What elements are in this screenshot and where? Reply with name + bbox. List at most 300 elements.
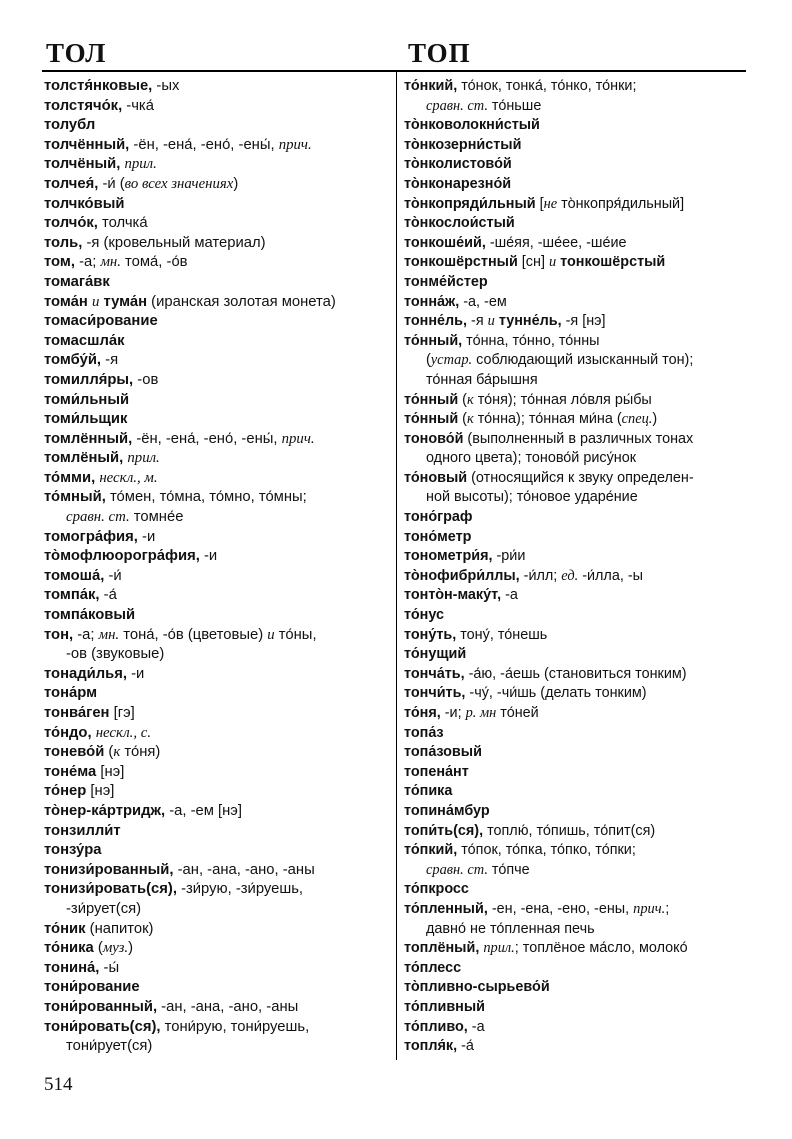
headword: томасшла́к bbox=[44, 332, 125, 349]
grammar-note: устар. bbox=[430, 352, 473, 369]
entry-text: то́нок, тонка́, то́нко, то́нки; bbox=[457, 78, 637, 94]
grammar-note: к bbox=[113, 744, 121, 761]
dictionary-entry-line bbox=[44, 410, 388, 430]
dictionary-entry-line bbox=[404, 900, 752, 920]
dictionary-entry-line bbox=[44, 214, 388, 234]
entry-text: -ри́и bbox=[492, 548, 526, 565]
entry-text: (выполненный в различных тонах bbox=[463, 430, 694, 447]
entry-text: -ан, -ана, -ано, -аны bbox=[173, 861, 315, 878]
headword: тонча́ть, bbox=[404, 665, 465, 682]
entry-text: -ён, -ена́, -ено́, -ены́, bbox=[132, 430, 282, 447]
dictionary-entry-line bbox=[44, 802, 388, 822]
headword: томилля́ры, bbox=[44, 371, 134, 388]
headword: топина́мбур bbox=[404, 802, 490, 819]
entry-text: [нэ] bbox=[86, 783, 115, 800]
headword: толь, bbox=[44, 234, 83, 251]
dictionary-entry-line bbox=[44, 391, 388, 411]
entry-text: [нэ] bbox=[96, 763, 125, 780]
dictionary-entry-line bbox=[44, 861, 388, 881]
dictionary-entry-line bbox=[404, 273, 752, 293]
entry-text: [сн] bbox=[517, 254, 549, 271]
entry-text: одного цвета); тоново́й рису́нок bbox=[426, 450, 637, 467]
dictionary-entry-line bbox=[404, 822, 752, 842]
dictionary-entry-line bbox=[404, 312, 752, 332]
dictionary-entry-line bbox=[44, 704, 388, 724]
entry-text: (напиток) bbox=[85, 920, 154, 937]
headword: то̀нкозерни́стый bbox=[404, 136, 522, 153]
dictionary-entry-line bbox=[44, 822, 388, 842]
dictionary-entry-line bbox=[44, 195, 388, 215]
entry-text: ( bbox=[458, 391, 467, 408]
dictionary-entry-line bbox=[44, 253, 388, 273]
entry-text: -чка́ bbox=[122, 97, 154, 114]
headword: то̀нковолокни́стый bbox=[404, 117, 540, 134]
dictionary-entry-line bbox=[404, 214, 752, 234]
headword: то̀нофибри́ллы, bbox=[404, 567, 520, 584]
headword: тон, bbox=[44, 626, 74, 643]
headword: тонна́ж, bbox=[404, 293, 460, 310]
dictionary-entry-line bbox=[44, 155, 388, 175]
headword: томлённый, bbox=[44, 430, 133, 447]
grammar-note: и bbox=[548, 254, 557, 271]
entry-text: то́ня); то́нная ло́вля ры́бы bbox=[473, 391, 652, 408]
dictionary-entry-line bbox=[404, 371, 752, 391]
headword: топена́нт bbox=[404, 763, 469, 780]
headword: тунне́ль, bbox=[498, 313, 562, 330]
dictionary-entry-line bbox=[404, 939, 752, 959]
entry-text: ; bbox=[665, 900, 670, 917]
headword: то́нный bbox=[404, 411, 459, 428]
dictionary-entry-line bbox=[44, 312, 388, 332]
headword: томага́вк bbox=[44, 273, 110, 290]
grammar-note: прил. bbox=[127, 450, 160, 467]
left-guide-word: ТОЛ bbox=[46, 38, 107, 68]
entry-text: -а́ bbox=[99, 587, 117, 604]
dictionary-entry-line bbox=[44, 508, 388, 528]
dictionary-entry-line bbox=[44, 586, 388, 606]
headword: толчёный, bbox=[44, 156, 121, 173]
grammar-note: сравн. ст. bbox=[426, 97, 488, 114]
dictionary-entry-line bbox=[404, 293, 752, 313]
dictionary-entry-line bbox=[44, 449, 388, 469]
dictionary-entry-line bbox=[44, 567, 388, 587]
entry-text: -зи́рует(ся) bbox=[66, 900, 142, 917]
grammar-note: к bbox=[466, 411, 474, 428]
left-column bbox=[44, 77, 388, 1057]
headword: томлёный, bbox=[44, 450, 124, 467]
headword: то̀пливно-сырьево́й bbox=[404, 979, 550, 996]
dictionary-entry-line bbox=[44, 1018, 388, 1038]
dictionary-entry-line bbox=[44, 900, 388, 920]
headword: толстячо́к, bbox=[44, 97, 123, 114]
entry-text: -я (кровельный материал) bbox=[82, 234, 266, 251]
grammar-note: прич. bbox=[281, 430, 315, 447]
headword: то́пкросс bbox=[404, 881, 469, 898]
dictionary-entry-line bbox=[404, 861, 752, 881]
grammar-note: и bbox=[487, 313, 495, 330]
entry-text: -ён, -ена́, -ено́, -ены́, bbox=[129, 136, 279, 153]
entry-text: -ен, -ена, -ено, -ены, bbox=[487, 900, 634, 917]
dictionary-entry-line bbox=[44, 273, 388, 293]
header-rule bbox=[42, 70, 746, 72]
entry-text: тома́, -о́в bbox=[120, 254, 188, 271]
headword: топа́з bbox=[404, 724, 444, 741]
entry-text: то́нна, то́нно, то́нны bbox=[462, 332, 600, 349]
headword: топа́зовый bbox=[404, 744, 482, 761]
dictionary-entry-line bbox=[44, 332, 388, 352]
entry-text: то́нная ба́рышня bbox=[426, 371, 538, 388]
headword: то́пливо, bbox=[404, 1018, 468, 1035]
dictionary-entry-line bbox=[404, 841, 752, 861]
entry-text: ( bbox=[93, 940, 103, 957]
grammar-note: ед. bbox=[561, 567, 579, 584]
dictionary-entry-line bbox=[44, 743, 388, 763]
entry-text: толчка́ bbox=[97, 215, 148, 232]
grammar-note: муз. bbox=[102, 940, 129, 957]
headword: тонади́лья, bbox=[44, 665, 127, 682]
entry-text: ( bbox=[104, 744, 114, 761]
entry-text: (относящийся к звуку определен- bbox=[467, 469, 694, 486]
entry-text: -и bbox=[127, 665, 145, 682]
grammar-note: прил. bbox=[124, 156, 157, 173]
headword: тума́н bbox=[103, 293, 148, 310]
entry-text: то́нна); то́нная ми́на ( bbox=[473, 411, 622, 428]
headword: то́ня, bbox=[404, 705, 441, 721]
headword: толчко́вый bbox=[44, 195, 125, 212]
headword: то́новый bbox=[404, 469, 468, 486]
headword: то̀нкопряди́льный bbox=[404, 195, 536, 212]
headword: тонево́й bbox=[44, 744, 105, 761]
entry-text: давно́ не то́пленная печь bbox=[426, 920, 595, 937]
entry-text: -я bbox=[467, 313, 488, 330]
grammar-note: не bbox=[543, 195, 558, 212]
entry-text: ) bbox=[128, 940, 134, 957]
entry-text: топлю́, то́пишь, то́пит(ся) bbox=[483, 822, 656, 839]
headword: тонизи́ровать(ся), bbox=[44, 881, 177, 898]
entry-text: ) bbox=[652, 411, 658, 428]
headword: томоша́, bbox=[44, 567, 105, 584]
dictionary-entry-line bbox=[44, 782, 388, 802]
grammar-note: мн. bbox=[98, 626, 120, 643]
entry-text: то́пок, то́пка, то́пко, то́пки; bbox=[457, 842, 636, 859]
dictionary-entry-line bbox=[404, 802, 752, 822]
dictionary-entry-line bbox=[44, 528, 388, 548]
entry-text: тона́, -о́в (цветовые) bbox=[119, 626, 268, 643]
grammar-note: р. мн bbox=[465, 705, 497, 721]
dictionary-entry-line bbox=[44, 371, 388, 391]
headword: толубл bbox=[44, 117, 96, 134]
entry-text: соблюдающий изысканный тон); bbox=[472, 352, 694, 369]
entry-text: -и bbox=[199, 548, 218, 565]
headword: то́нущий bbox=[404, 646, 467, 663]
grammar-note: сравн. ст. bbox=[426, 861, 488, 878]
dictionary-entry-line bbox=[404, 998, 752, 1018]
headword: то̀нкослои́стый bbox=[404, 215, 515, 232]
grammar-note: к bbox=[466, 391, 474, 408]
entry-text: ) bbox=[233, 175, 239, 192]
headword: то́мный, bbox=[44, 489, 106, 506]
grammar-note: и bbox=[91, 293, 100, 310]
dictionary-entry-line bbox=[44, 97, 388, 117]
headword: то́нный, bbox=[404, 332, 463, 349]
dictionary-entry-line bbox=[44, 645, 388, 665]
entry-text: -зи́рую, -зи́руешь, bbox=[176, 881, 304, 898]
entry-text: -а́ bbox=[457, 1038, 474, 1055]
dictionary-entry-line bbox=[404, 1037, 752, 1057]
dictionary-entry-line bbox=[404, 606, 752, 626]
entry-text: -я bbox=[101, 352, 119, 369]
headword: топлёный, bbox=[404, 940, 480, 957]
entry-text: -и; bbox=[440, 705, 466, 721]
dictionary-entry-line bbox=[404, 978, 752, 998]
entry-text: -и bbox=[137, 528, 156, 545]
headword: тонзу́ра bbox=[44, 842, 102, 859]
headword: тонина́, bbox=[44, 959, 100, 976]
headword: тонизи́рованный, bbox=[44, 861, 174, 878]
headword: тони́ровать(ся), bbox=[44, 1018, 161, 1035]
dictionary-entry-line bbox=[44, 175, 388, 195]
headword: то́нус bbox=[404, 607, 444, 624]
dictionary-entry-line bbox=[404, 155, 752, 175]
headword: то́плесс bbox=[404, 959, 462, 976]
dictionary-entry-line bbox=[404, 253, 752, 273]
entry-text: -я [нэ] bbox=[561, 313, 606, 330]
dictionary-entry-line bbox=[44, 351, 388, 371]
headword: то́нер bbox=[44, 783, 87, 800]
entry-text: [гэ] bbox=[109, 705, 135, 721]
dictionary-entry-line bbox=[404, 665, 752, 685]
column-divider bbox=[396, 72, 397, 1060]
dictionary-entry-line bbox=[44, 665, 388, 685]
headword: томи́льный bbox=[44, 391, 130, 408]
headword: тонме́йстер bbox=[404, 273, 488, 290]
headword: то̀нер-ка́ртридж, bbox=[44, 802, 166, 819]
dictionary-entry-line bbox=[404, 880, 752, 900]
dictionary-entry-line bbox=[404, 488, 752, 508]
headword: томаси́рование bbox=[44, 313, 158, 330]
dictionary-entry-line bbox=[44, 978, 388, 998]
dictionary-entry-line bbox=[404, 528, 752, 548]
headword: то́нкий, bbox=[404, 78, 458, 94]
entry-text: ( bbox=[458, 411, 467, 428]
dictionary-entry-line bbox=[404, 449, 752, 469]
dictionary-entry-line bbox=[44, 763, 388, 783]
headword: то̀нколистово́й bbox=[404, 156, 512, 173]
dictionary-entry-line bbox=[404, 743, 752, 763]
headword: тонне́ль, bbox=[404, 313, 468, 330]
entry-text: тони́рую, тони́руешь, bbox=[160, 1018, 310, 1035]
entry-text: -ше́яя, -ше́ее, -ше́ие bbox=[485, 234, 627, 251]
headword: томпа́ковый bbox=[44, 607, 136, 624]
dictionary-entry-line bbox=[404, 626, 752, 646]
dictionary-entry-line bbox=[404, 547, 752, 567]
headword: то́мми, bbox=[44, 469, 96, 486]
entry-text: -а́ю, -а́ешь (становиться тонким) bbox=[464, 665, 687, 682]
dictionary-entry-line bbox=[44, 724, 388, 744]
entry-text: -и́лл; bbox=[519, 567, 562, 584]
dictionary-entry-line bbox=[44, 116, 388, 136]
dictionary-entry-line bbox=[404, 97, 752, 117]
entry-text: (иранская золотая монета) bbox=[147, 293, 336, 310]
headword: то̀мофлюорогра́фия, bbox=[44, 548, 200, 565]
dictionary-entry-line bbox=[404, 645, 752, 665]
entry-text: [ bbox=[535, 195, 544, 212]
right-guide-word: ТОП bbox=[408, 38, 471, 68]
grammar-note: спец. bbox=[621, 411, 653, 428]
entry-text: то̀нкопря́дильный] bbox=[557, 195, 685, 212]
headword: топи́ть(ся), bbox=[404, 822, 484, 839]
dictionary-entry-line bbox=[404, 508, 752, 528]
headword: том, bbox=[44, 254, 75, 271]
headword: то́ндо, bbox=[44, 724, 92, 741]
dictionary-entry-line bbox=[44, 959, 388, 979]
grammar-note: прил. bbox=[483, 940, 515, 957]
headword: тонва́ген bbox=[44, 705, 110, 721]
dictionary-entry-line bbox=[404, 391, 752, 411]
dictionary-entry-line bbox=[404, 430, 752, 450]
headword: толчо́к, bbox=[44, 215, 98, 232]
grammar-note: нескл., м. bbox=[99, 469, 158, 486]
entry-text: -чу́, -чи́шь (делать тонким) bbox=[465, 685, 647, 702]
headword: томогра́фия, bbox=[44, 528, 138, 545]
grammar-note: мн. bbox=[100, 254, 121, 271]
dictionary-entry-line bbox=[44, 939, 388, 959]
dictionary-entry-line bbox=[44, 136, 388, 156]
dictionary-entry-line bbox=[44, 234, 388, 254]
entry-text: -и́ ( bbox=[98, 175, 125, 192]
headword: тони́рованный, bbox=[44, 998, 158, 1015]
entry-text: то́пче bbox=[487, 861, 530, 878]
headword: тонометри́я, bbox=[404, 548, 493, 565]
grammar-note: во всех значениях bbox=[124, 175, 234, 192]
headword: толстя́нковые, bbox=[44, 78, 153, 94]
headword: тону́ть, bbox=[404, 626, 457, 643]
grammar-note: нескл., с. bbox=[95, 724, 152, 741]
dictionary-entry-line bbox=[404, 586, 752, 606]
dictionary-entry-line bbox=[44, 77, 388, 97]
headword: то́пливный bbox=[404, 998, 486, 1015]
headword: тоново́й bbox=[404, 430, 464, 447]
dictionary-entry-line bbox=[404, 704, 752, 724]
entry-text: -ан, -ана, -ано, -аны bbox=[157, 998, 299, 1015]
grammar-note: и bbox=[267, 626, 275, 643]
entry-text: -и́лла, -ы bbox=[578, 567, 643, 584]
headword: тонзилли́т bbox=[44, 822, 121, 839]
grammar-note: сравн. ст. bbox=[66, 509, 130, 526]
entry-text: -и́ bbox=[104, 567, 122, 584]
headword: тоно́граф bbox=[404, 509, 473, 526]
dictionary-entry-line bbox=[404, 567, 752, 587]
entry-text: -ов (звуковые) bbox=[66, 646, 165, 663]
dictionary-entry-line bbox=[404, 332, 752, 352]
right-column bbox=[404, 77, 752, 1057]
dictionary-entry-line bbox=[404, 234, 752, 254]
entry-text: -ых bbox=[152, 78, 180, 94]
dictionary-entry-line bbox=[44, 684, 388, 704]
entry-text: -а bbox=[467, 1018, 485, 1035]
headword: тоно́метр bbox=[404, 528, 472, 545]
page-number: 514 bbox=[44, 1074, 73, 1095]
dictionary-entry-line bbox=[44, 488, 388, 508]
dictionary-entry-line bbox=[404, 351, 752, 371]
dictionary-entry-line bbox=[404, 724, 752, 744]
entry-text: то́ны, bbox=[274, 626, 317, 643]
headword: то́ника bbox=[44, 940, 94, 957]
dictionary-entry-line bbox=[404, 959, 752, 979]
entry-text: томне́е bbox=[129, 509, 184, 526]
dictionary-entry-line bbox=[44, 293, 388, 313]
dictionary-entry-line bbox=[44, 430, 388, 450]
entry-text: -а, -ем [нэ] bbox=[165, 802, 242, 819]
dictionary-entry-line bbox=[404, 410, 752, 430]
headword: тонкоше́ий, bbox=[404, 234, 486, 251]
headword: томи́льщик bbox=[44, 411, 128, 428]
headword: тончи́ть, bbox=[404, 685, 466, 702]
dictionary-entry-line bbox=[44, 606, 388, 626]
dictionary-entry-line bbox=[44, 547, 388, 567]
grammar-note: прич. bbox=[633, 900, 666, 917]
headword: тони́рование bbox=[44, 979, 140, 996]
headword: то̀нконарезно́й bbox=[404, 175, 512, 192]
dictionary-entry-line bbox=[404, 1018, 752, 1038]
headword: тонкошёрстный bbox=[404, 254, 518, 271]
dictionary-entry-line bbox=[404, 116, 752, 136]
headword: толчённый, bbox=[44, 136, 130, 153]
dictionary-entry-line bbox=[404, 763, 752, 783]
headword: тона́рм bbox=[44, 685, 98, 702]
dictionary-entry-line bbox=[404, 782, 752, 802]
entry-text: -а; bbox=[74, 254, 101, 271]
headword: топля́к, bbox=[404, 1038, 458, 1055]
headword: толчея́, bbox=[44, 175, 99, 192]
dictionary-entry-line bbox=[44, 469, 388, 489]
entry-text: ; топлёное ма́сло, молоко́ bbox=[514, 940, 688, 957]
headword: томбу́й, bbox=[44, 352, 102, 369]
entry-text: ( bbox=[426, 352, 431, 369]
headword: то́пкий, bbox=[404, 842, 458, 859]
entry-text: то́мен, то́мна, то́мно, то́мны; bbox=[105, 489, 307, 506]
headword: тонкошёрстый bbox=[560, 254, 666, 271]
dictionary-entry-line bbox=[44, 920, 388, 940]
dictionary-entry-line bbox=[404, 920, 752, 940]
headword: томпа́к, bbox=[44, 587, 100, 604]
dictionary-entry-line bbox=[404, 77, 752, 97]
dictionary-entry-line bbox=[404, 469, 752, 489]
headword: тоне́ма bbox=[44, 763, 97, 780]
entry-text: -ов bbox=[133, 371, 159, 388]
entry-text: тони́рует(ся) bbox=[66, 1038, 153, 1055]
dictionary-entry-line bbox=[404, 175, 752, 195]
entry-text: -а, -ем bbox=[459, 293, 507, 310]
headword: тонто̀н-маку́т, bbox=[404, 587, 502, 604]
dictionary-entry-line bbox=[44, 1037, 388, 1057]
headword: тома́н bbox=[44, 293, 88, 310]
dictionary-entry-line bbox=[404, 136, 752, 156]
dictionary-entry-line bbox=[404, 195, 752, 215]
entry-text: -а; bbox=[73, 626, 99, 643]
entry-text: тону́, то́нешь bbox=[456, 626, 548, 643]
dictionary-entry-line bbox=[44, 841, 388, 861]
dictionary-entry-line bbox=[44, 626, 388, 646]
dictionary-entry-line bbox=[44, 998, 388, 1018]
entry-text: -ы́ bbox=[99, 959, 120, 976]
entry-text: -а bbox=[501, 587, 518, 604]
dictionary-entry-line bbox=[404, 684, 752, 704]
entry-text: то́ней bbox=[496, 705, 539, 721]
entry-text: ной высоты); то́новое ударе́ние bbox=[426, 489, 638, 506]
grammar-note: прич. bbox=[278, 136, 312, 153]
headword: то́ник bbox=[44, 920, 86, 937]
